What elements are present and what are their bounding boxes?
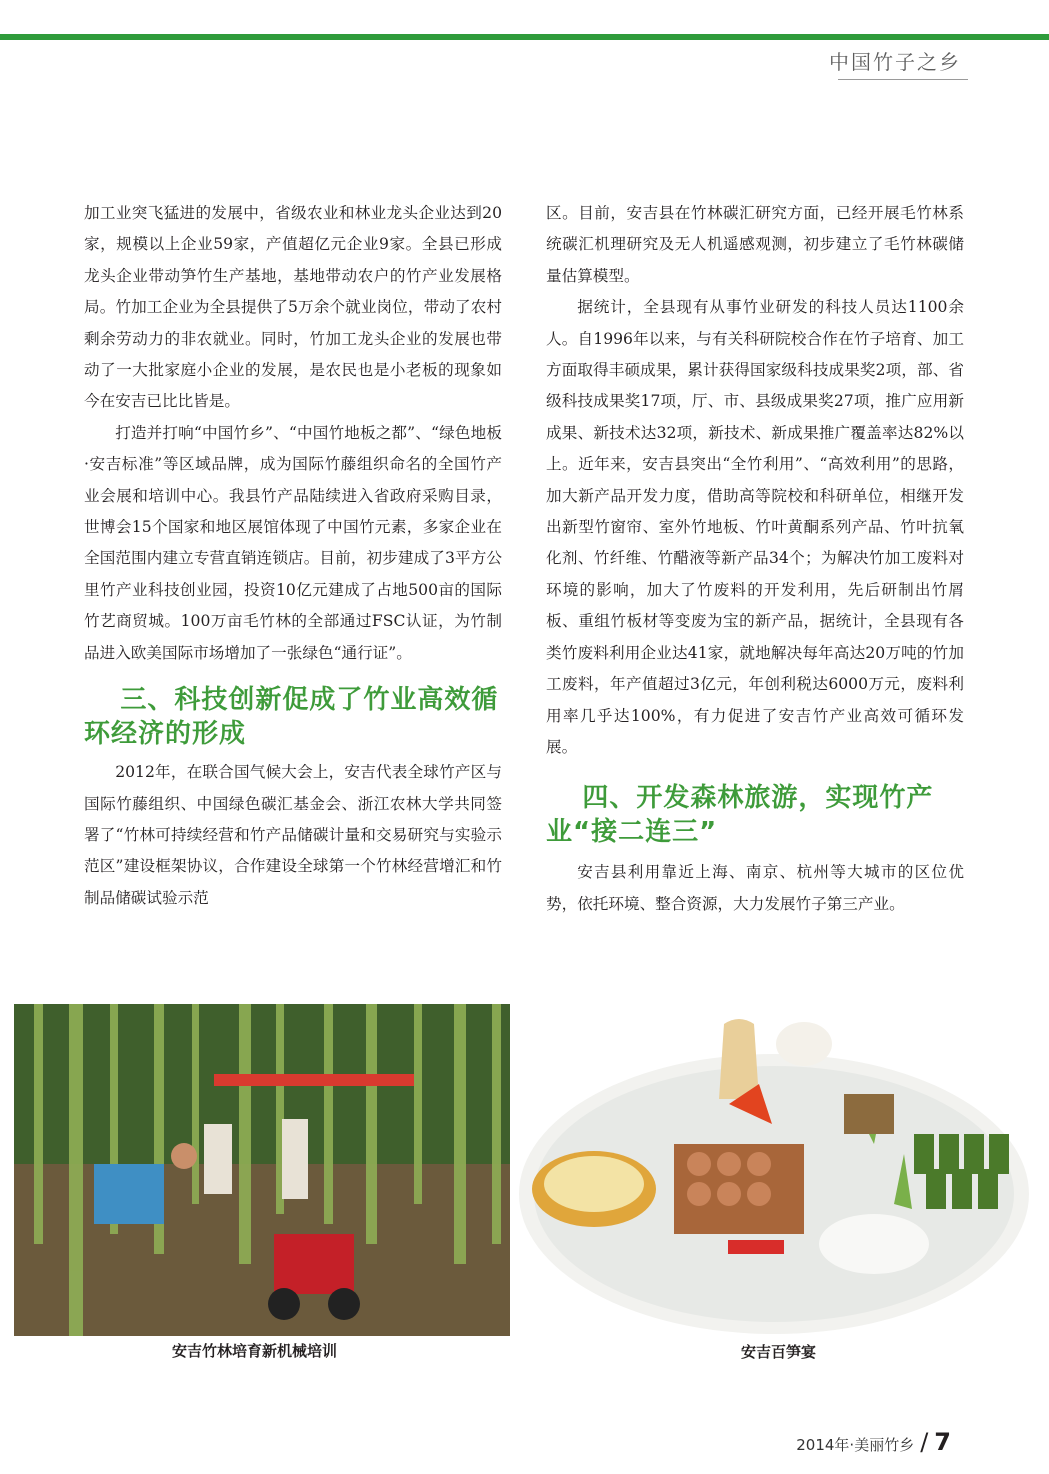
body-paragraph: 区。目前，安吉县在竹林碳汇研究方面，已经开展毛竹林系统碳汇机理研究及无人机遥感观测，初步建立了毛竹林碳储量估算模型。 [546,204,964,285]
body-paragraph: 加工业突飞猛进的发展中，省级农业和林业龙头企业达到20家，规模以上企业59家，产值超亿元企业9家。全县已形成龙头企业带动笋竹生产基地，基地带动农户的竹产业发展格局。竹加工企业为全县提供了5万余个就业岗位，带动了农村剩余劳动力的非农就业。同时，竹加工龙头企业的发展也带动了一大批家庭小企业的发展，是农民也是小老板的现象如今在安吉已比比皆是。 [84,204,502,411]
footer-slash: / [920,1428,929,1456]
right-column [546,198,964,920]
header-rule [0,34,1049,40]
bamboo-banquet-photo [514,1004,1034,1338]
body-paragraph: 安吉县利用靠近上海、南京、杭州等大城市的区位优势，依托环境、整合资源，大力发展竹子第三产业。 [546,863,964,913]
body-paragraph: 据统计，全县现有从事竹业研发的科技人员达1100余人。自1996年以来，与有关科研院校合作在竹子培育、加工方面取得丰硕成果，累计获得国家级科技成果奖2项，部、省级科技成果奖17项，厅、市、县级成果奖27项，推广应用新成果、新技术达32项，新技术、新成果推广覆盖率达82%以上。近年来，安吉县突出“全竹利用”、“高效利用”的思路，加大新产品开发力度，借助高等院校和科研单位，相继开发出新型竹窗帘、室外竹地板、竹叶黄酮系列产品、竹叶抗氧化剂、竹纤维、竹醋液等新产品34个；为解决竹加工废料对环境的影响，加大了竹废料的开发利用，先后研制出竹屑板、重组竹板材等变废为宝的新产品，据统计，全县现有各类竹废料利用企业达41家，就地解决每年高达20万吨的竹加工废料，年产值超过3亿元，年创利税达6000万元，废料利用率几乎达100%，有力促进了安吉竹产业高效可循环发展。 [546,298,964,756]
magazine-section-title: 中国竹子之乡 [829,50,961,74]
body-paragraph: 打造并打响“中国竹乡”、“中国竹地板之都”、“绿色地板·安吉标准”等区域品牌，成为国际竹藤组织命名的全国竹产业会展和培训中心。我县竹产品陆续进入省政府采购目录，世博会15个国家和地区展馆体现了中国竹元素，多家企业在全国范围内建立专营直销连锁店。目前，初步建成了3平方公里竹产业科技创业园，投资10亿元建成了占地500亩的国际竹艺商贸城。100万亩毛竹林的全部通过FSC认证，为竹制品进入欧美国际市场增加了一张绿色“通行证”。 [84,423,502,662]
left-column [84,198,502,914]
page-number: 7 [934,1428,951,1456]
section-heading-3: 三、科技创新促成了竹业高效循环经济的形成 [84,685,499,750]
banquet-table-illustration [514,1004,1034,1338]
header-divider [838,79,968,80]
photo-caption-left: 安吉竹林培育新机械培训 [172,1342,338,1360]
photo-caption-right: 安吉百笋宴 [741,1343,817,1361]
issue-label: 2014年·美丽竹乡 [796,1436,915,1454]
body-paragraph: 2012年，在联合国气候大会上，安吉代表全球竹产区与国际竹藤组织、中国绿色碳汇基金会、浙江农林大学共同签署了“竹林可持续经营和竹产品储碳计量和交易研究与实验示范区”建设框架协议，合作建设全球第一个竹林经营增汇和竹制品储碳试验示范 [84,763,502,907]
bamboo-training-photo [14,1004,510,1336]
page-footer [796,1428,951,1456]
bamboo-forest-illustration [14,1004,510,1336]
section-heading-4: 四、开发森林旅游，实现竹产业“接二连三” [546,783,934,848]
